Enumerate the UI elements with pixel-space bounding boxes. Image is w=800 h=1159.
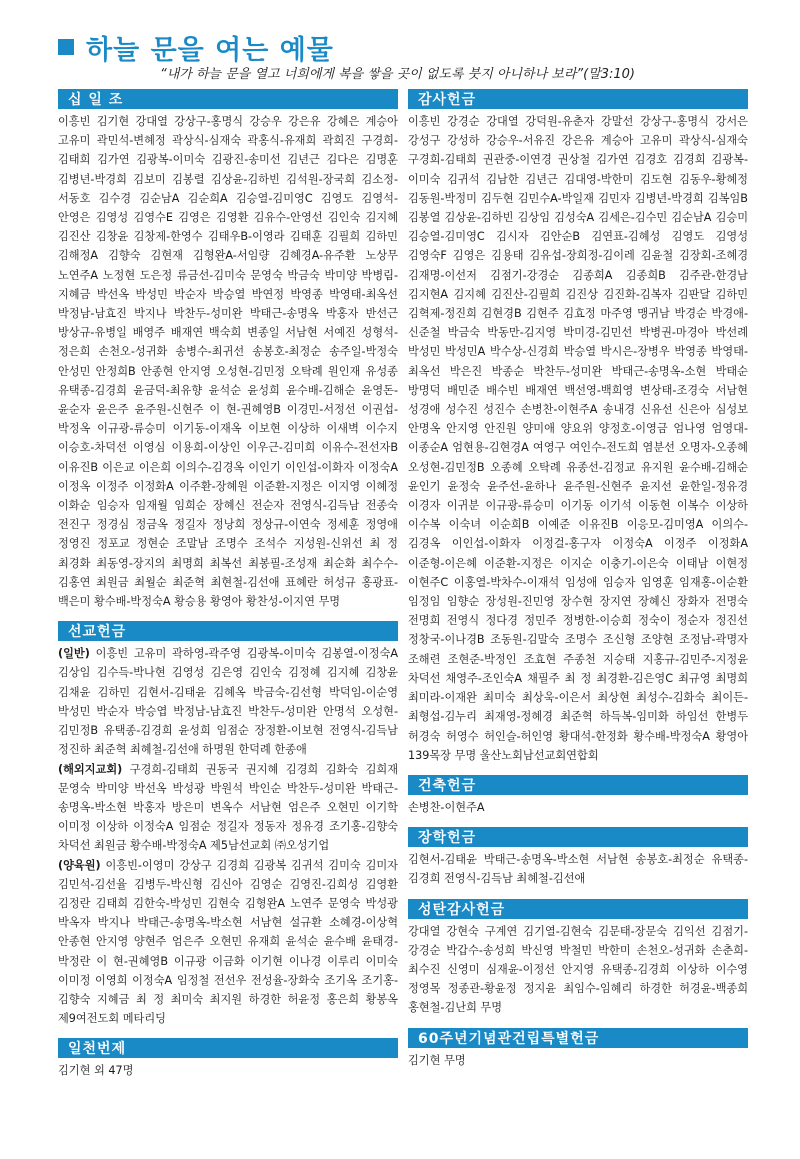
- section-heading: 선교헌금: [58, 621, 398, 641]
- section-heading: 일천번제: [58, 1038, 398, 1058]
- section-thanks: [408, 89, 748, 765]
- mission-general: [58, 644, 398, 759]
- title-square-icon: [58, 39, 74, 55]
- donor-list: 이흥빈 강경순 강대열 강덕원-유춘자 강말선 강상구-홍명식 강서은 강성구 강성하 강승우-서유진 강은유 계승아 고유미 곽상식-심재숙 구경희-김태희 권관중-이연경 권상철 김가연 김경호 김경희 김광복-이미숙 김귀석 김남한 김년근 김대영-박한미 김도현 김동우-황혜정 김동원-박정미 김두현 김민수A-박일재 김민자 김병년-박경희 김복임B 김봉열 김상윤-김하빈 김상임 김성숙A 김세은-김수민 김순남A 김승미 김승열-김미영C 김시자 김안순B 김연표-김혜성 김영도 김영성 김영숙F 김영은 김용태 김유섭-장희정-김이레 김윤철 김장회-조혜경 김재명-이선저 김점기-강경순 김종희A 김종희B 김주관-한경남 김지현A 김지혜 김진산-김필희 김진상 김진화-김복자 김판달 김하민 김혁제-정진희 김현경B 김현주 김효정 마주영 맹귀남 박경순 박경애-신준철 박금숙 박동만-김지영 박미경-김민선 박병권-마경아 박선례 박성민 박성민A 박수상-신경희 박승열 박시은-장병우 박영종 박영태-최옥선 박은진 박종순 박찬두-성미완 박태근-송명옥-소현 박태순 방명덕 배민준 배수빈 배재연 백선영-백희영 변상태-조경숙 서남현 성경애 성수진 성진수 손병찬-이현주A 송내경 신유선 신은아 심성보 안명옥 안지영 안진원 양미애 양요위 양정호-이영금 엄나영 엄영대-이종순A 엄현용-김현경A 여영구 여인수-전도희 염분선 오명자-오종혜 오성현-김민정B 오종혜 오탁례 유종선-김정교 유지원 윤수배-김해순 윤인기 윤정숙 윤주선-윤하나 윤주원-신현주 윤지선 윤한일-정유경 이경자 이귀분 이규광-류승미 이기동 이기석 이동현 이복수 이상하 이수복 이숙녀 이순희B 이예준 이유진B 이응모-김미영A 이의수-김경옥 이인섭-이화자 이정걸-홍구자 이정숙A 이정주 이정화A 이준형-이은혜 이준환-지정은 이지순 이충기-이은숙 이태남 이현정 이현주C 이홍열-박차수-이재석 임성애 임승자 임영훈 임재홍-이순환 임정임 임향순 장성원-진민영 장수현 장지연 장혜신 장화자 전명숙 전명희 전영식 정다경 정민주 정병한-이승희 정숙이 정순자 정진선 정창국-이나경B 조동원-김말숙 조명수 조신형 조양현 조정남-곽명자 조해련 조현준-박정인 조효현 주종천 지승태 지홍규-김민주-지정윤 차덕선 채영주-조인숙A 채필주 최 정 최경환-김은영C 최규영 최명희 최미라-이재완 최미숙 최상욱-이은서 최상현 최성수-김화숙 최이든-최형섭-김누리 최재영-정혜경 최준혁 하득복-임미화 하임선 한병두 허경숙 허영수 허인슬-허인영 황대석-한정화 황수배-박정숙A 황영아 139목장 무명 울산노회남선교회연합회: [408, 115, 748, 762]
- donor-list: 손병찬-이현주A: [408, 800, 485, 814]
- category-tag: (해외지교회): [58, 762, 123, 776]
- section-anniversary: [408, 1028, 748, 1070]
- donor-list: 강대열 강현숙 구계연 김기열-김현숙 김문태-장문숙 김익선 김점기-강경순 박갑수-송성희 박신영 박철민 박한미 손천오-성귀화 손춘희-최수진 신영미 심재윤-이정선 안지영 유택종-김경희 이상하 이수영 정영목 정종관-황윤정 정지윤 최임수-임혜리 하경한 허경윤-백종희 홍현철-김난희 무명: [408, 924, 748, 1015]
- section-heading: 건축헌금: [408, 775, 748, 795]
- mission-orphanage: [58, 856, 398, 1029]
- donor-list: 김기현 외 47명: [58, 1064, 134, 1078]
- section-scholarship: [408, 827, 748, 888]
- section-heading: 장학헌금: [408, 827, 748, 847]
- donor-list: [58, 644, 398, 1028]
- section-heading: 60주년기념관건립특별헌금: [408, 1028, 748, 1048]
- section-mission: [58, 621, 398, 1028]
- donor-names: 이흥빈 고유미 곽하영-곽주영 김광복-이미숙 김봉열-이정숙A 김상임 김수득-박나현 김영성 김은영 김인숙 김정혜 김지혜 김창윤 김채윤 김하민 김현서-김태윤 김혜옥 박금숙-김선형 박덕임-이순영 박성민 박순자 박승엽 박정남-남효진 박찬두-성미완 안명석 오성현-김민정B 유택종-김경희 윤성희 임점순 장정환-이보현 전영식-김득남 정진하 최준혁 최혜철-김선애 하명원 한덕례 한종애: [58, 647, 398, 757]
- section-heading: 성탄감사헌금: [408, 899, 748, 919]
- section-christmas: [408, 899, 748, 1018]
- category-tag: (양육원): [58, 858, 101, 872]
- donor-list: 김기현 무명: [408, 1053, 466, 1067]
- page-title: 하늘 문을 여는 예물: [86, 34, 334, 66]
- page-title-row: [58, 30, 334, 64]
- bible-verse: “내가 하늘 문을 열고 너희에게 복을 쌓을 곳이 없도록 붓지 아니하나 보라”(말3:10): [160, 67, 636, 82]
- section-heading: 감사헌금: [408, 89, 748, 109]
- donor-list: 김현서-김태윤 박태근-송명옥-박소현 서남현 송봉호-최정순 유택종-김경희 전영식-김득남 최혜철-김선애: [408, 853, 748, 886]
- mission-overseas: [58, 760, 398, 856]
- right-column: [408, 89, 748, 1080]
- section-building: [408, 775, 748, 817]
- left-column: [58, 89, 398, 1091]
- section-first: [58, 1038, 398, 1080]
- donor-names: 구경희-김태희 권동국 권지혜 김경희 김화숙 김희재 문영숙 박미양 박선옥 박성광 박원석 박인순 박찬두-성미완 박태근-송명옥-박소현 박홍자 방은미 변옥수 서남현 엄은주 오현민 이기학 이미정 이상하 이정숙A 임점순 정길자 정동자 정유경 조기홍-김향숙 차덕선 최원금 황수배-박정숙A 제5남선교회 ㈜오성기업: [58, 762, 398, 853]
- section-tithe: [58, 89, 398, 611]
- donor-list: 이흥빈 김기현 강대열 강상구-홍명식 강승우 강은유 강혜은 계승아 고유미 곽민석-변혜정 곽상식-심재숙 곽홍식-유재희 곽희진 구경희-김태희 김가연 김광복-이미숙 김광진-송미선 김년근 김다은 김명훈 김병년-박경희 김보미 김봉렬 김상윤-김하빈 김석원-장국희 김소정-서동호 김수경 김순남A 김순희A 김승열-김미영C 김영도 김영석-안영은 김영성 김영수E 김영은 김영환 김유수-안영선 김인숙 김지혜 김진산 김창윤 김창제-한영수 김태우B-이영라 김태훈 김필희 김하민 김해정A 김향숙 김현재 김형완A-서임량 김혜경A-유주환 노상무 노연주A 노정현 도은정 류금선-김미숙 문영숙 박금숙 박미양 박병림-지혜금 박선옥 박성민 박순자 박승열 박연정 박영종 박영태-최옥선 박정남-남효진 박지나 박찬두-성미완 박태근-송명옥 박홍자 반선근 방상규-유병일 배영주 배재연 백숙희 변종일 서남현 서예진 성형석-정은희 손천오-성귀화 송병수-최귀선 송봉호-최정순 송주일-박정숙 안성민 안정희B 안종현 안지영 오성현-김민정 오탁례 원인재 유성종 유택종-김경희 윤금덕-최유향 윤석순 윤성희 윤수배-김해순 윤영돈-윤순자 윤은주 윤주원-신현주 이 현-권혜영B 이경민-서정선 이권섭-박정옥 이규광-류승미 이기동-이재옥 이보현 이상하 이새벽 이수지 이승호-차덕선 이영심 이용희-이상인 이우근-김미희 이유수-전선자B 이유진B 이은교 이은희 이의수-김경옥 이인기 이인섭-이화자 이정숙A 이정옥 이정주 이정화A 이주환-장혜원 이준환-지정은 이지영 이혜정 이화순 임승자 임재월 임희순 장혜신 전순자 전영식-김득남 전종숙 전진구 정경심 정금옥 정길자 정낭희 정상규-이연숙 정세훈 정영애 정영진 정포교 정현순 조말남 조명수 조석수 지성원-신위선 최 정 최경화 최동영-장지의 최명희 최복선 최봉필-조성재 최순화 최수수-김홍연 최원금 최월순 최준혁 최현철-김선애 표혜란 허성규 홍광표-백은미 황수배-박정숙A 황승용 황영아 황찬성-이지연 무명: [58, 115, 398, 609]
- donor-names: 이흥빈-이영미 강상구 김경희 김광복 김귀석 김미숙 김미자 김민석-김선율 김병두-박신형 김신아 김영순 김영진-김희성 김영환 김정란 김태희 김한숙-박성민 김현숙 김형완A 노연주 문영숙 박성광 박옥자 박지나 박태근-송명옥-박소현 서남현 설규환 소혜경-이상혁 안종현 안지영 양현주 엄은주 오현민 유재희 윤석순 윤수배 윤태경-박정란 이 현-권혜영B 이규광 이금화 이기현 이나경 이루리 이미숙 이미정 이영희 이정숙A 임정철 전선우 전성율-장화숙 조기옥 조기홍-김향숙 지혜금 최 정 최미숙 최지원 하경한 허윤정 홍은희 황봉옥 제9여전도회 메타리딩: [58, 858, 398, 1026]
- category-tag: (일반): [58, 647, 90, 661]
- section-heading: 십 일 조: [58, 89, 398, 109]
